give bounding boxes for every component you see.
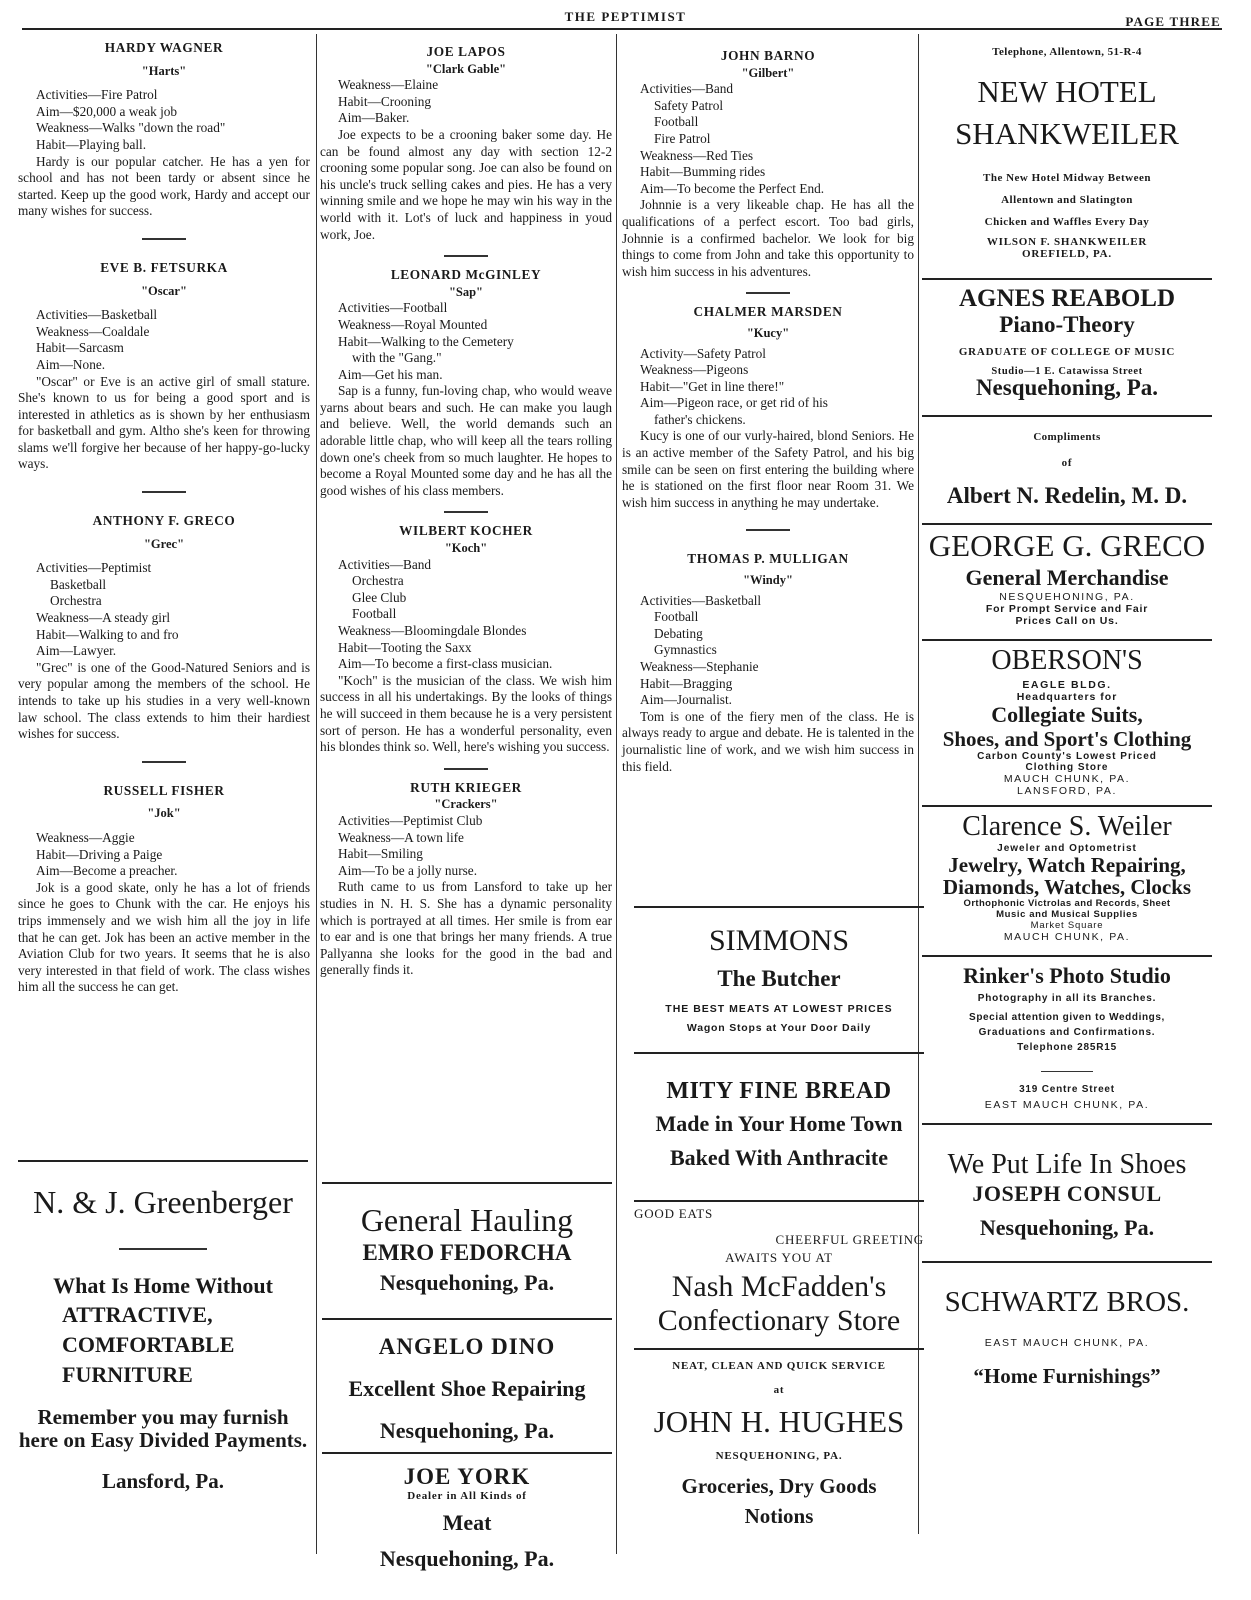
- ad-location: Nesquehoning, Pa.: [379, 1418, 555, 1443]
- bio-attribute: Aim—Journalist.: [640, 692, 732, 708]
- section-divider: [746, 529, 790, 531]
- ad-name: EMRO FEDORCHA: [362, 1240, 572, 1265]
- bio-paragraph: "Oscar" or Eve is an active girl of small stature. She's known to us for being a good sport and is interested in athletics as is shown by her enthusiasm for basketball and gym. Altho she's keen for throwing slams we'll forgive her because of her happy-go-lucky ways.: [18, 373, 310, 472]
- bio-nickname: "Kucy": [746, 325, 790, 340]
- bio-name: EVE B. FETSURKA: [100, 259, 228, 275]
- bio-name: CHALMER MARSDEN: [693, 304, 843, 320]
- ad-text: Notions: [744, 1504, 814, 1528]
- ad-agnes-reabold: [922, 286, 1212, 399]
- bio-attribute: Habit—Bumming rides: [640, 164, 766, 180]
- ad-location: OREFIELD, PA.: [1022, 248, 1112, 260]
- ad-schwartz-bros: [922, 1285, 1212, 1389]
- bio-attribute: Activities—Band: [338, 556, 432, 572]
- bio-joe-lapos: [320, 44, 612, 243]
- section-divider: [444, 768, 488, 770]
- bio-name: WILBERT KOCHER: [399, 523, 533, 539]
- ad-name: SIMMONS: [708, 924, 850, 957]
- ad-name: ANGELO DINO: [378, 1334, 556, 1359]
- bio-paragraph: Johnnie is a very likeable chap. He has all the qualifications of a perfect escort. Too bad girls, Johnnie is a confirmed bachelor. We look for big things to come from John and take this opportunity to wish him success in his adventures.: [622, 197, 914, 279]
- bio-nickname: "Grec": [143, 536, 185, 551]
- bio-attribute: Habit—Sarcasm: [36, 340, 124, 356]
- ad-name: GEORGE G. GRECO: [928, 528, 1206, 563]
- bio-nickname: "Gilbert": [741, 65, 795, 80]
- bio-leonard-mcginley: [320, 267, 612, 499]
- bio-attribute: Habit—Playing ball.: [36, 136, 147, 152]
- bio-chalmer-marsden: [622, 304, 914, 511]
- ad-text: Graduations and Confirmations.: [978, 1027, 1156, 1038]
- bio-sub-attribute: Glee Club: [352, 589, 407, 605]
- bio-russell-fisher: [18, 783, 310, 996]
- ad-title: The Butcher: [717, 966, 841, 991]
- ad-title: General Merchandise: [965, 565, 1169, 590]
- bio-attribute: Aim—None.: [36, 356, 106, 372]
- bio-paragraph: "Grec" is one of the Good-Natured Seniors and is very popular among the members of the school. He intends to take up his studies in a very well-known law school. The class extends to him their hardiest wishes for success.: [18, 659, 310, 742]
- bio-sub-attribute: Basketball: [50, 576, 107, 592]
- ad-location: Nesquehoning, Pa.: [379, 1546, 555, 1571]
- bio-attribute: Weakness—Royal Mounted: [338, 316, 488, 332]
- ad-text: Clothing Store: [1025, 762, 1109, 773]
- bio-attribute: Habit—Crooning: [338, 93, 432, 109]
- bio-name: RUSSELL FISHER: [103, 782, 225, 798]
- ad-text: Wagon Stops at Your Door Daily: [686, 1022, 872, 1034]
- ad-location: NESQUEHONING, PA.: [999, 591, 1135, 603]
- ad-text: FURNITURE: [62, 1362, 193, 1387]
- ad-rule: [18, 1160, 308, 1162]
- column-4-ads: [922, 46, 1212, 1389]
- publication-title: THE PEPTIMIST: [564, 9, 687, 24]
- bio-paragraph: "Koch" is the musician of the class. We wish him success in all his undertakings. By the looks of things he will succeed in them because he is a very persistent sort of person. He has a wonderful personality, even his blondes think so. Well, here's wishing you success.: [320, 672, 612, 755]
- bio-attribute: Habit—Walking to the Cemetery: [338, 333, 514, 349]
- ad-name: SHANKWEILER: [955, 116, 1179, 151]
- ad-name: NEW HOTEL: [977, 74, 1157, 109]
- bio-attribute: Habit—Walking to and fro: [36, 626, 179, 642]
- bio-attribute: Weakness—A town life: [338, 829, 464, 845]
- ad-text: of: [1061, 457, 1073, 469]
- bio-sub-attribute: Orchestra: [352, 573, 404, 589]
- ad-divider: [1041, 1071, 1093, 1072]
- page-number: PAGE THREE: [1125, 14, 1221, 29]
- ad-name: AGNES REABOLD: [958, 285, 1175, 312]
- ad-text: The New Hotel Midway Between: [983, 172, 1151, 184]
- ad-text: THE BEST MEATS AT LOWEST PRICES: [665, 1003, 893, 1015]
- bio-name: THOMAS P. MULLIGAN: [687, 551, 849, 567]
- ad-rule: [634, 1052, 924, 1054]
- ad-location: MAUCH CHUNK, PA.: [1003, 931, 1131, 943]
- ad-text: ATTRACTIVE,: [62, 1302, 213, 1327]
- bio-sub-attribute: Debating: [654, 625, 703, 641]
- bio-sub-attribute: Safety Patrol: [654, 97, 724, 113]
- bio-attribute: Habit—Bragging: [640, 675, 733, 691]
- bio-paragraph: Tom is one of the fiery men of the class. He is always ready to argue and debate. He is talented in the journalistic line of work, and we wish him success in this field.: [622, 708, 914, 774]
- bio-paragraph: Sap is a funny, fun-loving chap, who would weave yarns about bears and such. He can make you laugh and believe. Well, the world demands such an adorable little chap, who will keep all the tears rolling down one's cheek from so much laughter. He hopes to become a Royal Mounted some day and he has all the good wishes of his class members.: [320, 383, 612, 498]
- bio-wilbert-kocher: [320, 523, 612, 755]
- bio-attribute: Activities—Basketball: [36, 307, 158, 323]
- ad-text: COMFORTABLE: [62, 1332, 235, 1357]
- ad-location: LANSFORD, PA.: [1017, 785, 1117, 797]
- bio-sub-attribute: father's chickens.: [654, 411, 746, 427]
- ad-corner-text: GOOD EATS: [634, 1206, 714, 1221]
- bio-sub-attribute: Football: [654, 114, 699, 130]
- bio-attribute: Weakness—Walks "down the road": [36, 120, 226, 136]
- ad-slogan: We Put Life In Shoes: [947, 1149, 1187, 1180]
- ad-text: Baked With Anthracite: [670, 1145, 888, 1170]
- ad-text: Compliments: [1033, 431, 1101, 443]
- bio-name: ANTHONY F. GRECO: [92, 513, 236, 529]
- ad-phone: Telephone, Allentown, 51-R-4: [992, 46, 1142, 58]
- ad-rule: [922, 1261, 1212, 1263]
- bio-attribute: Aim—Get his man.: [338, 366, 443, 382]
- bio-nickname: "Crackers": [434, 797, 498, 812]
- ad-rule: [634, 906, 924, 908]
- bio-attribute: Weakness—Bloomingdale Blondes: [338, 623, 527, 638]
- ad-phone: Telephone 285R15: [1017, 1042, 1117, 1053]
- bio-attribute: Activities—Band: [640, 81, 734, 97]
- bio-attribute: Weakness—Elaine: [338, 77, 439, 93]
- bio-attribute: Weakness—Pigeons: [640, 362, 749, 378]
- bio-nickname: "Jok": [147, 806, 181, 821]
- ad-tagline: “Home Furnishings”: [973, 1364, 1161, 1388]
- bio-attribute: Aim—To become a first-class musician.: [338, 656, 553, 672]
- ad-rule: [634, 1348, 924, 1350]
- ad-rule: [322, 1452, 612, 1454]
- column-3: [622, 36, 914, 775]
- bio-paragraph: Kucy is one of our vurly-haired, blond Seniors. He is an active member of the Safety Patrol, and his big smile can be seen on first entering the building where he is stationed on the first floor near Room 31. We wish him success in anything he may undertake.: [622, 428, 914, 510]
- ad-clarence-weiler: [922, 811, 1212, 943]
- ad-location: MAUCH CHUNK, PA.: [1003, 773, 1131, 785]
- ad-rule: [922, 415, 1212, 417]
- section-divider: [142, 491, 186, 493]
- bio-sub-attribute: Football: [654, 609, 699, 625]
- bio-sub-attribute: with the "Gang.": [352, 350, 442, 366]
- bio-sub-attribute: Orchestra: [50, 593, 102, 609]
- bio-john-barno: [622, 48, 914, 280]
- bio-attribute: Aim—Pigeon race, or get rid of his: [640, 395, 828, 411]
- bio-attribute: Aim—Lawyer.: [36, 643, 117, 659]
- ad-text: Jewelry, Watch Repairing,: [948, 853, 1186, 877]
- ad-address: Market Square: [1030, 920, 1104, 931]
- bio-sub-attribute: Gymnastics: [654, 642, 717, 658]
- bio-attribute: Aim—Baker.: [338, 110, 410, 126]
- ad-text: Meat: [442, 1510, 492, 1535]
- ad-location: NESQUEHONING, PA.: [715, 1450, 843, 1462]
- bio-attribute: Activities—Fire Patrol: [36, 87, 158, 103]
- ad-rule: [922, 523, 1212, 525]
- ad-greenberger: [18, 1160, 308, 1494]
- ad-text: Shoes, and Sport's Clothing: [942, 727, 1192, 751]
- ad-location: EAST MAUCH CHUNK, PA.: [984, 1337, 1150, 1349]
- header-rule: [22, 28, 1222, 30]
- ad-rule: [922, 278, 1212, 280]
- ad-text: Carbon County's Lowest Priced: [977, 751, 1157, 762]
- bio-attribute: Weakness—A steady girl: [36, 610, 171, 626]
- ad-text: Groceries, Dry Goods: [681, 1474, 877, 1498]
- bio-ruth-krieger: [320, 780, 612, 979]
- bio-nickname: "Clark Gable": [425, 61, 507, 76]
- ad-name: Albert N. Redelin, M. D.: [946, 483, 1188, 508]
- bio-name: JOHN BARNO: [720, 48, 816, 63]
- ad-rule: [922, 639, 1212, 641]
- ad-text: Excellent Shoe Repairing: [348, 1376, 586, 1401]
- ad-rule: [922, 805, 1212, 807]
- ad-text: Special attention given to Weddings,: [969, 1012, 1165, 1023]
- ad-text: CHEERFUL GREETING: [775, 1232, 924, 1247]
- ad-title: Piano-Theory: [999, 312, 1135, 337]
- ad-text: Dealer in All Kinds of: [407, 1490, 527, 1502]
- ad-rule: [322, 1318, 612, 1320]
- ad-name: JOSEPH CONSUL: [972, 1181, 1162, 1206]
- ad-text: EAGLE BLDG.: [1022, 679, 1112, 691]
- bio-nickname: "Windy": [743, 573, 793, 588]
- section-divider: [444, 255, 488, 257]
- masthead: [0, 6, 1251, 28]
- section-divider: [142, 761, 186, 763]
- ad-hotel-shankweiler: [922, 46, 1212, 260]
- ad-text: Prices Call on Us.: [1015, 615, 1119, 627]
- ad-divider: [119, 1248, 207, 1250]
- ad-text: Headquarters for: [1016, 691, 1118, 703]
- ad-text: MITY FINE BREAD: [666, 1078, 892, 1104]
- ad-rule: [922, 955, 1212, 957]
- bio-nickname: "Oscar": [141, 283, 187, 298]
- bio-attribute: Aim—$20,000 a weak job: [36, 103, 178, 119]
- ad-text: Diamonds, Watches, Clocks: [942, 875, 1192, 899]
- bio-attribute: Habit—Tooting the Saxx: [338, 639, 472, 655]
- bio-attribute: Aim—To become the Perfect End.: [640, 180, 825, 196]
- ad-george-greco: [922, 529, 1212, 627]
- ad-text: at: [773, 1384, 785, 1396]
- ad-name: JOE YORK: [403, 1464, 531, 1489]
- section-divider: [142, 238, 186, 240]
- section-divider: [444, 511, 488, 513]
- bio-attribute: Habit—Driving a Paige: [36, 846, 163, 862]
- ad-name: Confectionary Store: [657, 1304, 901, 1337]
- ad-simmons: [634, 906, 924, 1530]
- ad-address: 319 Centre Street: [1019, 1084, 1115, 1095]
- bio-attribute: Aim—To be a jolly nurse.: [338, 862, 478, 878]
- ad-name: JOHN H. HUGHES: [653, 1404, 905, 1439]
- ad-general-hauling: [322, 1182, 612, 1574]
- bio-attribute: Weakness—Coaldale: [36, 323, 150, 339]
- bio-attribute: Activity—Safety Patrol: [640, 345, 766, 361]
- ad-text: Orthophonic Victrolas and Records, Sheet: [963, 898, 1171, 909]
- bio-attribute: Activities—Football: [338, 300, 448, 316]
- bio-nickname: "Sap": [448, 284, 484, 299]
- bio-paragraph: Hardy is our popular catcher. He has a yen for school and has not been tardy or absent since he started. Keep up the good work, Hardy and accept our many wishes for success.: [18, 153, 310, 219]
- ad-text: Photography in all its Branches.: [977, 993, 1157, 1004]
- ad-name: Rinker's Photo Studio: [963, 963, 1171, 988]
- ad-name: SCHWARTZ BROS.: [944, 1286, 1190, 1318]
- bio-attribute: Habit—"Get in line there!": [640, 378, 785, 394]
- bio-name: JOE LAPOS: [426, 44, 506, 59]
- ad-text: Remember you may furnish here on Easy Divided Payments.: [18, 1405, 308, 1452]
- bio-name: HARDY WAGNER: [104, 40, 224, 55]
- ad-text: Chicken and Waffles Every Day: [984, 216, 1150, 228]
- ad-owner: WILSON F. SHANKWEILER: [986, 236, 1148, 248]
- ad-name: Nash McFadden's: [671, 1270, 887, 1303]
- column-2: [320, 36, 612, 979]
- bio-attribute: Habit—Smiling: [338, 846, 423, 862]
- ad-text: AWAITS YOU AT: [725, 1250, 833, 1265]
- bio-sub-attribute: Football: [352, 606, 397, 622]
- ad-location: EAST MAUCH CHUNK, PA.: [984, 1099, 1150, 1111]
- ad-obersons: [922, 645, 1212, 797]
- ad-text: GRADUATE OF COLLEGE OF MUSIC: [958, 346, 1176, 358]
- column-divider: [616, 34, 617, 1554]
- bio-attribute: Weakness—Aggie: [36, 829, 135, 845]
- bio-attribute: Weakness—Red Ties: [640, 147, 754, 163]
- bio-attribute: Weakness—Stephanie: [640, 659, 759, 674]
- ad-location: Nesquehoning, Pa.: [979, 1215, 1155, 1240]
- ad-title: Jeweler and Optometrist: [997, 843, 1137, 854]
- ad-location: Nesquehoning, Pa.: [379, 1270, 555, 1295]
- ad-text: Music and Musical Supplies: [996, 909, 1138, 920]
- bio-attribute: Aim—Become a preacher.: [36, 863, 178, 879]
- bio-nickname: "Harts": [141, 63, 187, 78]
- ad-text: Collegiate Suits,: [991, 702, 1143, 727]
- column-1: [18, 36, 310, 996]
- ad-joseph-consul: [922, 1149, 1212, 1243]
- bio-paragraph: Ruth came to us from Lansford to take up her studies in N. H. S. She has a dynamic personality which is portrayed at all times. Her smile is from ear to ear and is one that brings her many friends. A true Pallyanna she looks for the good in the bad and generally finds it.: [320, 879, 612, 978]
- ad-rinker-photo: [922, 963, 1212, 1111]
- bio-attribute: Activities—Peptimist: [36, 560, 152, 576]
- ad-location: Lansford, Pa.: [102, 1469, 224, 1493]
- bio-attribute: Activities—Peptimist Club: [338, 812, 483, 828]
- bio-sub-attribute: Fire Patrol: [654, 130, 711, 146]
- ad-rule: [322, 1182, 612, 1184]
- ad-title: General Hauling: [360, 1202, 574, 1238]
- bio-thomas-mulligan: [622, 551, 914, 775]
- bio-paragraph: Jok is a good skate, only he has a lot of friends since he goes to Chunk with the car. He enjoys his trips immensely and we wish him all the joy in life that he can get. Jok has been an active member in the Aviation Club for two years. It seems that he is also very interested in that field of work. The class wishes him all the success he can get.: [18, 879, 310, 995]
- section-divider: [746, 292, 790, 294]
- bio-paragraph: Joe expects to be a crooning baker some day. He can be found almost any day with section 12-2 crooning some popular song. Joe can also be found on his uncle's truck selling cakes and pies. He has a very winning smile and we hope he may win his way in the world with it. Lot's of luck and happiness in youd work, Joe.: [320, 126, 612, 242]
- ad-redelin: [922, 431, 1212, 509]
- ad-name: OBERSON'S: [991, 645, 1143, 676]
- bio-nickname: "Koch": [444, 541, 488, 556]
- column-divider: [316, 34, 317, 1554]
- ad-text: Made in Your Home Town: [655, 1111, 903, 1136]
- bio-hardy-wagner: [18, 40, 310, 220]
- ad-text: Allentown and Slatington: [1001, 194, 1133, 206]
- ad-text: What Is Home Without: [53, 1273, 273, 1298]
- bio-name: LEONARD McGINLEY: [390, 267, 542, 283]
- ad-address: Studio—1 E. Catawissa Street: [991, 366, 1143, 377]
- ad-rule: [634, 1200, 924, 1202]
- bio-attribute: Activities—Basketball: [640, 592, 762, 608]
- ad-name: Clarence S. Weiler: [962, 811, 1172, 842]
- ad-text: For Prompt Service and Fair: [985, 603, 1149, 615]
- ad-location: Nesquehoning, Pa.: [975, 375, 1159, 400]
- ad-rule: [922, 1123, 1212, 1125]
- ad-text: NEAT, CLEAN AND QUICK SERVICE: [672, 1360, 886, 1372]
- bio-anthony-greco: [18, 513, 310, 743]
- bio-name: RUTH KRIEGER: [410, 779, 522, 795]
- bio-eve-fetsurka: [18, 260, 310, 473]
- ad-name: N. & J. Greenberger: [33, 1184, 293, 1220]
